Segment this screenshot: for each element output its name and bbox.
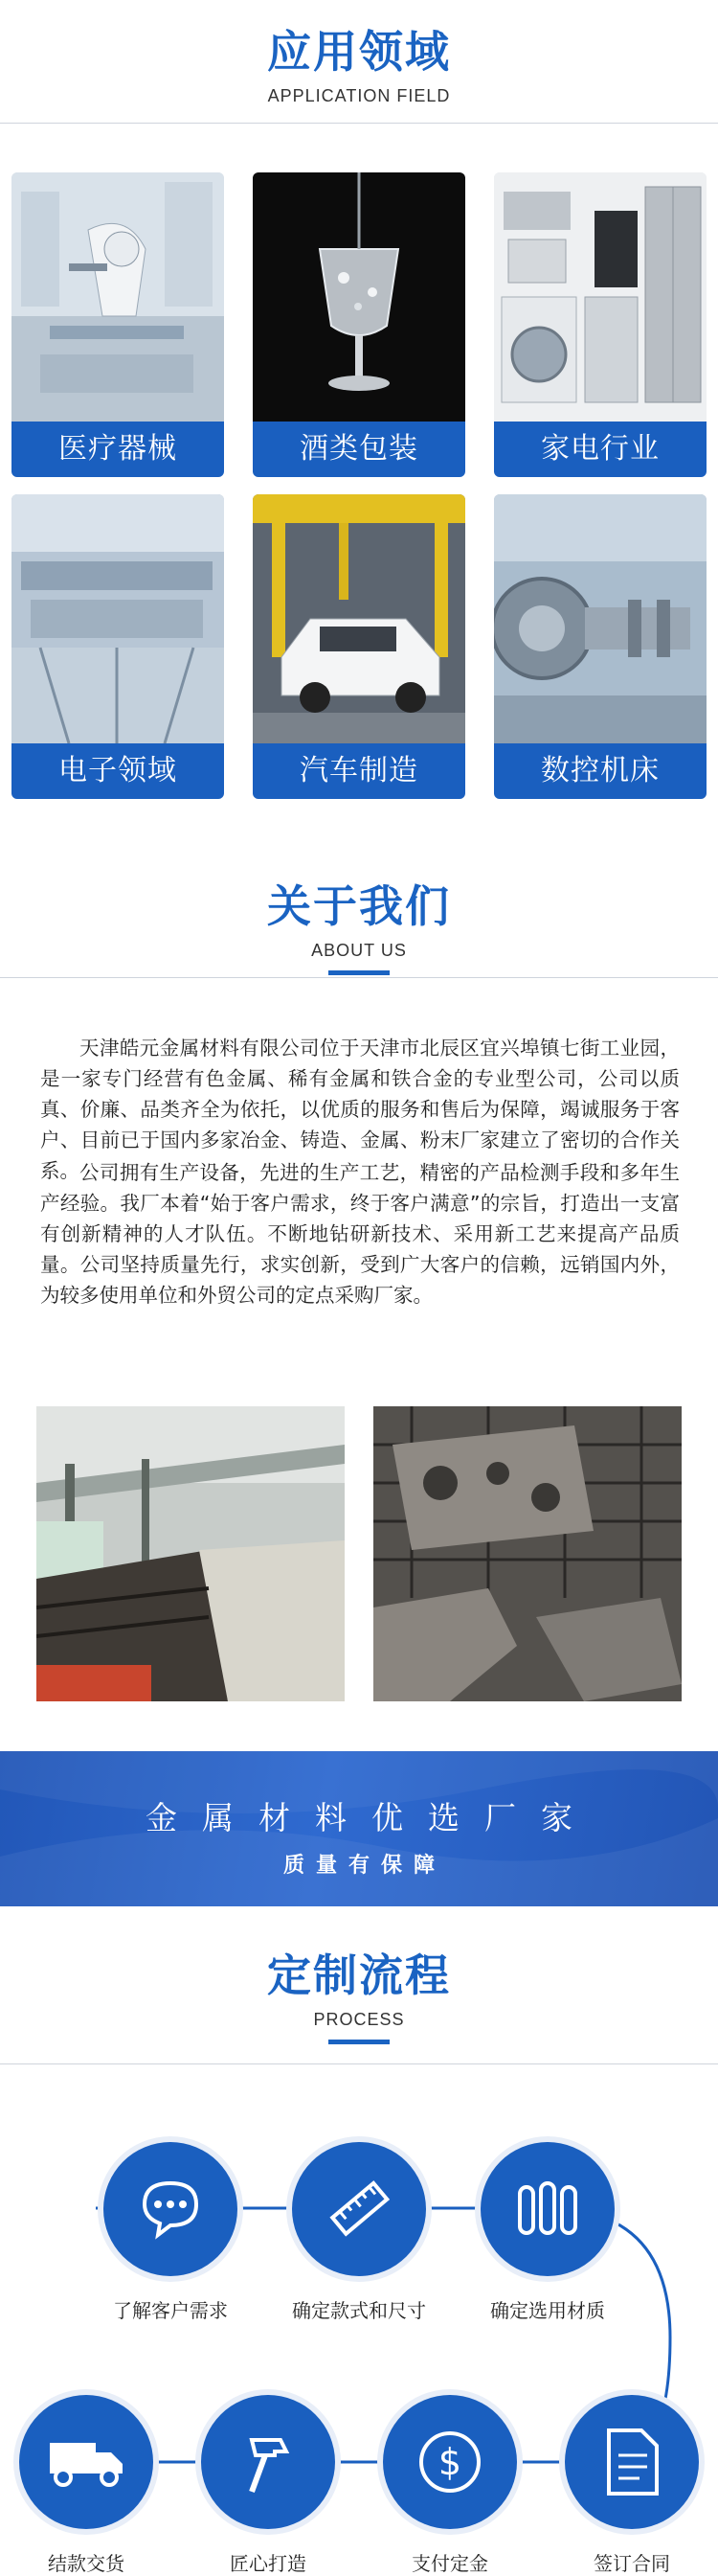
- application-card-cnc[interactable]: [494, 494, 707, 799]
- hammer-icon: [201, 2395, 335, 2529]
- banner-headline: 金属材料优选厂家: [146, 1799, 597, 1836]
- wine-glass-image: [253, 172, 465, 422]
- step-label: 了解客户需求: [113, 2299, 228, 2322]
- title-underline: [328, 970, 390, 975]
- about-paragraph-2: 公司拥有生产设备，先进的生产工艺，精密的产品检测手段和多年生产经验。我厂本着“始于客户需求，终于客户满意”的宗旨，打造出一支富有创新精神的人才队伍。不断地钻研新技术、采用新工艺来提高产品质量。公司坚持质量先行，求实创新，受到广大客户的信赖，远销国内外，为较多使用单位和外贸公司的定点采购厂家。: [40, 1161, 680, 1307]
- cut-steel-plates-photo: [373, 1406, 682, 1701]
- electronics-line-image: [11, 494, 224, 743]
- application-card-medical[interactable]: [11, 172, 224, 477]
- banner-tagline: 质量有保障: [282, 1854, 446, 1878]
- step-label: 支付定金: [412, 2552, 488, 2575]
- card-caption: 汽车制造: [253, 743, 465, 799]
- chat-bubble-icon: [103, 2142, 237, 2276]
- truck-icon: [19, 2395, 153, 2529]
- process-step-1: [94, 2142, 247, 2323]
- medical-robot-image: [11, 172, 224, 422]
- promo-banner: [0, 1751, 718, 1906]
- step-label: 签订合同: [594, 2552, 670, 2575]
- step-label: 结款交货: [48, 2552, 124, 2575]
- about-title: 关于我们: [267, 880, 451, 932]
- car-factory-image: [253, 494, 465, 743]
- dollar-icon: [383, 2395, 517, 2529]
- divider: [0, 977, 718, 978]
- application-subtitle: APPLICATION FIELD: [267, 86, 451, 105]
- application-card-wine[interactable]: [253, 172, 465, 477]
- step-label: 确定款式和尺寸: [292, 2299, 426, 2322]
- cnc-machine-image: [494, 494, 707, 743]
- card-caption: 电子领域: [11, 743, 224, 799]
- card-caption: 数控机床: [494, 743, 707, 799]
- process-step-7: [10, 2395, 163, 2576]
- application-card-appliance[interactable]: [494, 172, 707, 477]
- step-label: 匠心打造: [230, 2552, 306, 2575]
- application-card-electronics[interactable]: [11, 494, 224, 799]
- document-icon: [565, 2395, 699, 2529]
- application-title: 应用领域: [267, 26, 451, 78]
- about-paragraph-1: 天津皓元金属材料有限公司位于天津市北辰区宜兴埠镇七街工业园，是一家专门经营有色金属、稀有金属和铁合金的专业型公司，公司以质真、价廉、品类齐全为依托，以优质的服务和售后为保障，竭诚服务于客户、目前已于国内多家冶金、铸造、金属、粉末厂家建立了密切的合作关系。: [40, 1037, 680, 1182]
- process-subtitle: PROCESS: [313, 2010, 405, 2029]
- application-card-automotive[interactable]: [253, 494, 465, 799]
- factory-interior-photo: [36, 1406, 345, 1701]
- process-title: 定制流程: [267, 1949, 451, 2001]
- divider: [0, 123, 718, 124]
- application-header: [0, 17, 718, 106]
- card-caption: 家电行业: [494, 422, 707, 477]
- title-underline: [328, 2040, 390, 2044]
- about-subtitle: ABOUT US: [311, 941, 407, 960]
- step-label: 确定选用材质: [490, 2299, 605, 2322]
- process-step-6: [191, 2395, 345, 2576]
- card-caption: 酒类包装: [253, 422, 465, 477]
- divider: [0, 2063, 718, 2064]
- pipes-icon: [481, 2142, 615, 2276]
- ruler-icon: [292, 2142, 426, 2276]
- svg-text:$: $: [438, 2441, 462, 2483]
- process-step-4: [555, 2395, 708, 2576]
- process-step-3: [471, 2142, 624, 2323]
- process-header: [0, 1941, 718, 2044]
- appliances-image: [494, 172, 707, 422]
- process-step-5: [373, 2395, 527, 2576]
- card-caption: 医疗器械: [11, 422, 224, 477]
- process-step-2: [282, 2142, 436, 2323]
- about-header: [0, 872, 718, 975]
